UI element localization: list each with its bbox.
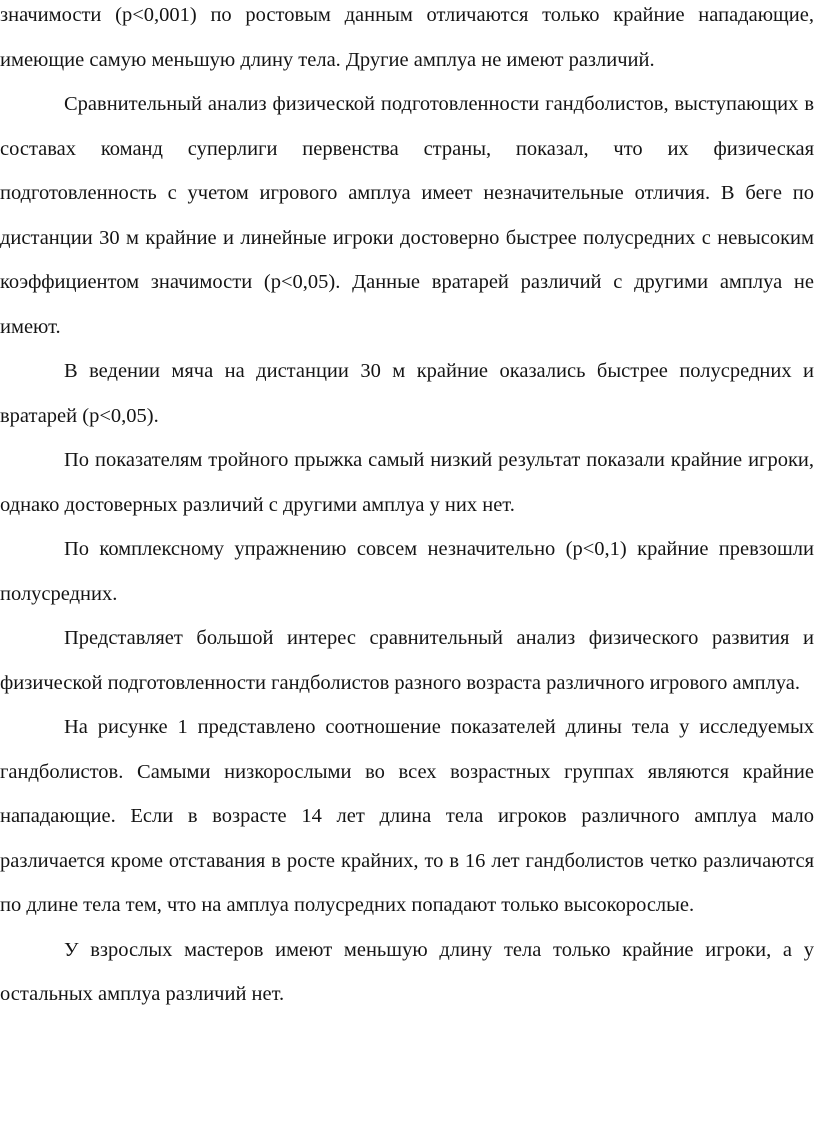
paragraph: На рисунке 1 представлено соотношение показателей длины тела у исследуемых гандболистов. Самыми низкорослыми во всех возрастных группах являются крайние нападающие. Если в возрасте 14 лет длина тела игроков различного амплуа мало различается кроме отставания в росте крайних, то в 16 лет гандболистов четко различаются по длине тела тем, что на амплуа полусредних попадают только высокорослые. — [0, 716, 814, 916]
paragraph: По комплексному упражнению совсем незначительно (p<0,1) крайние превзошли полусредних. — [0, 538, 814, 605]
paragraph: У взрослых мастеров имеют меньшую длину тела только крайние игроки, а у остальных амплуа различий нет. — [0, 938, 814, 1005]
paragraph: В ведении мяча на дистанции 30 м крайние оказались быстрее полусредних и вратарей (p<0,05). — [0, 360, 814, 427]
paragraph: Представляет большой интерес сравнительный анализ физического развития и физической подготовленности гандболистов разного возраста различного игрового амплуа. — [0, 627, 814, 694]
paragraph-continued: значимости (p<0,001) по ростовым данным отличаются только крайние нападающие, имеющие самую меньшую длину тела. Другие амплуа не имеют различий. — [0, 4, 814, 71]
paragraph: Сравнительный анализ физической подготовленности гандболистов, выступающих в составах команд суперлиги первенства страны, показал, что их физическая подготовленность с учетом игрового амплуа имеет незначительные отличия. В беге по дистанции 30 м крайние и линейные игроки достоверно быстрее полусредних с невысоким коэффициентом значимости (p<0,05). Данные вратарей различий с другими амплуа не имеют. — [0, 93, 814, 338]
paragraph: По показателям тройного прыжка самый низкий результат показали крайние игроки, однако достоверных различий с другими амплуа у них нет. — [0, 449, 814, 516]
